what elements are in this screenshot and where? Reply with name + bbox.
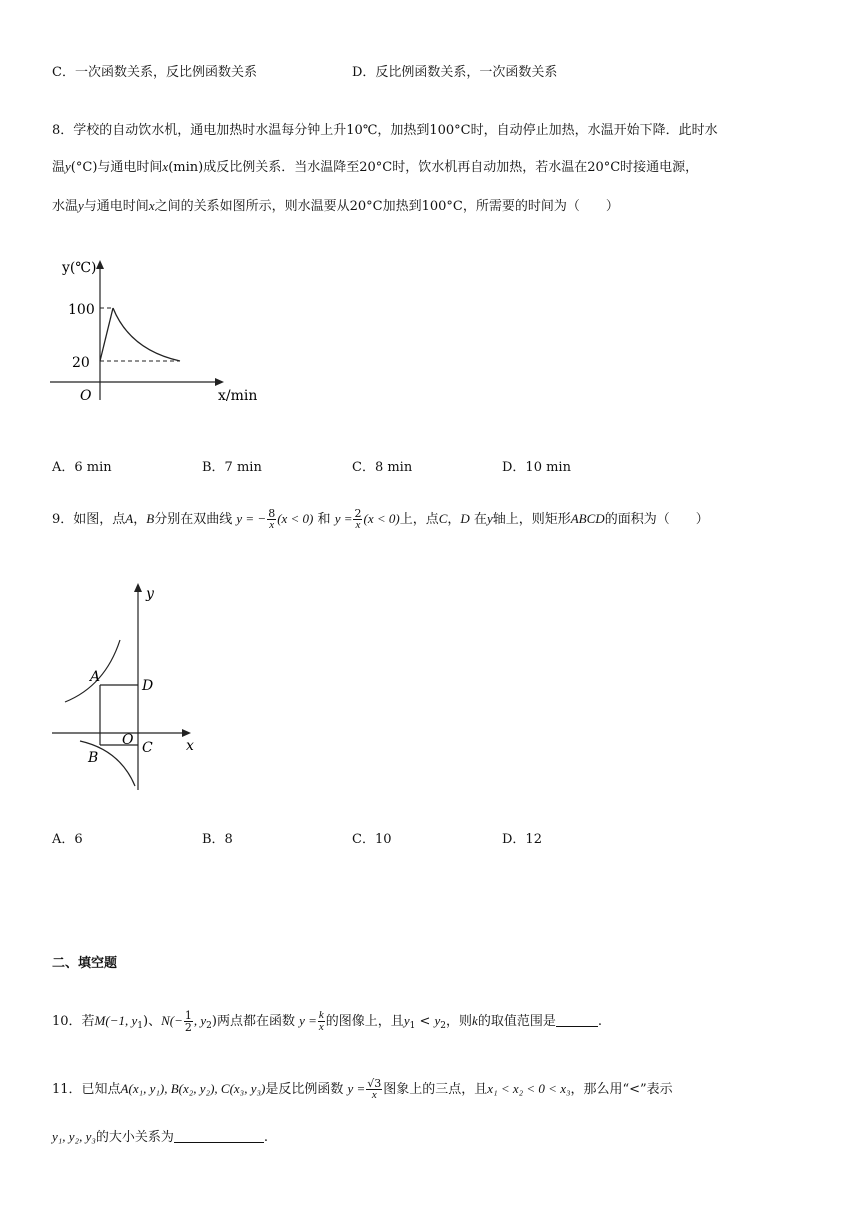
q10-answer-blank — [556, 1014, 598, 1027]
q8-heating-line — [100, 308, 113, 361]
q8-temperature-graph — [50, 250, 275, 410]
q8-x-axis-arrow — [215, 378, 224, 386]
section-title-fill-in: 二、填空题 — [52, 956, 118, 971]
q8-option-c: C．8 min — [352, 460, 413, 475]
q9-y-label: y — [146, 586, 154, 602]
q11-stem-line-2: y₁, y₂, y₃的大小关系为 . — [52, 1129, 269, 1145]
q9-point-c-label: C — [142, 740, 153, 756]
q8-y-axis-label: y(℃) — [62, 260, 97, 276]
q9-x-axis-arrow — [182, 729, 191, 737]
q11-answer-blank — [174, 1130, 264, 1143]
q8-tick-100: 100 — [68, 302, 95, 318]
q11-stem-line-1: 11．已知点A(x₁, y₁), B(x₂, y₂), C(x₃, y₃)是反比例函数 y = $\frac{√3}{x}$ 图象上的三点，且x₁ < x₂ < 0 < x₃，那么用“<”表示 — [52, 1077, 673, 1101]
q9-hyperbola-figure — [50, 578, 210, 798]
q9-stem: 9．如图，点A，B分别在双曲线 y = − $\frac{8}{x}$ (x < 0) 和 y = $\frac{2}{x}$ (x < 0)上，点C，D 在y轴上，则矩形ABCD的面积为（ ） — [52, 507, 709, 531]
q8-x-axis-label: x/min — [218, 388, 258, 404]
q9-point-b-label: B — [88, 750, 99, 766]
q8-tick-20: 20 — [72, 355, 90, 371]
q8-line-1: 8．学校的自动饮水机，通电加热时水温每分钟上升10℃，加热到100°C时，自动停止加热，水温开始下降．此时水 — [52, 123, 718, 138]
q8-option-a: A．6 min — [52, 460, 112, 475]
q7-option-d: D．反比例函数关系，一次函数关系 — [352, 65, 558, 80]
q8-option-d: D．10 min — [502, 460, 571, 475]
q8-origin-label: O — [80, 388, 92, 404]
q9-origin-label: O — [122, 732, 134, 748]
q9-point-a-label: A — [90, 669, 101, 685]
q8-y-axis-arrow — [96, 260, 104, 269]
q7-option-c: C．一次函数关系，反比例函数关系 — [52, 65, 257, 80]
q9-point-d-label: D — [142, 678, 154, 694]
q9-option-a: A．6 — [52, 832, 83, 847]
q8-cooling-curve — [113, 308, 180, 361]
q8-line-2: 温y(°C)与通电时间x(min)成反比例关系．当水温降至20°C时，饮水机再自动加热，若水温在20°C时接通电源， — [52, 159, 699, 175]
q9-option-b: B．8 — [202, 832, 233, 847]
q10-stem: 10．若M(−1, $y_1$)、N(− $\frac{1}{2}$ , $y_2$)两点都在函数 y = $\frac{k}{x}$ 的图像上，且$y_1 < y_2$，则k的取值范围是 . — [52, 1009, 602, 1034]
q9-option-c: C．10 — [352, 832, 392, 847]
q9-x-label: x — [186, 738, 194, 754]
q9-y-axis-arrow — [134, 583, 142, 592]
q8-option-b: B．7 min — [202, 460, 262, 475]
q8-line-3: 水温y与通电时间x之间的关系如图所示，则水温要从20°C加热到100°C，所需要的时间为（ ） — [52, 198, 619, 214]
q9-option-d: D．12 — [502, 832, 542, 847]
